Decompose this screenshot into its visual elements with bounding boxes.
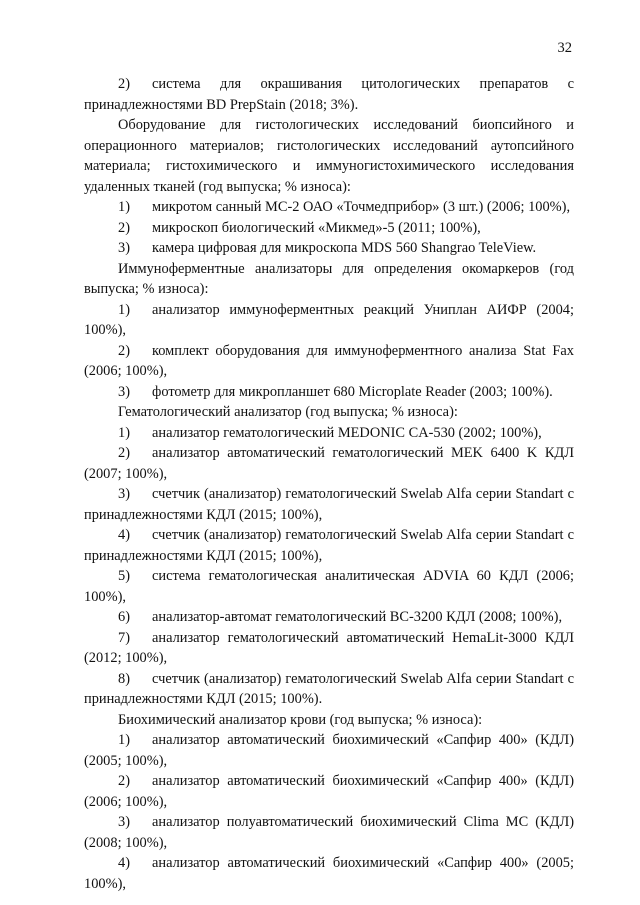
page-number: 32	[557, 40, 572, 56]
list-item	[84, 771, 574, 812]
list-number: 3)	[118, 240, 130, 256]
list-number: 6)	[118, 609, 130, 625]
list-text: комплект оборудования для иммуноферментного анализа Stat Fax (2006; 100%),	[84, 342, 574, 379]
list-text: анализатор гематологический автоматический HemaLit-3000 КДЛ (2012; 100%),	[84, 629, 574, 666]
list-text: анализатор иммуноферментных реакций Униплан АИФР (2004; 100%),	[84, 301, 574, 338]
list-number: 2)	[118, 445, 130, 461]
list-number: 3)	[118, 814, 130, 830]
list-text: анализатор автоматический биохимический «Сапфир 400» (КДЛ) (2005; 100%),	[84, 732, 574, 769]
list-item	[84, 566, 574, 607]
list-item	[84, 74, 574, 115]
list-item	[84, 669, 574, 710]
list-text: счетчик (анализатор) гематологический Swelab Alfa серии Standart с принадлежностями КДЛ (2015; 100%),	[84, 486, 574, 523]
section-paragraph: Оборудование для гистологических исследований биопсийного и операционного материалов; гистологических исследований аутопсийного материала; гистохимического и иммуногистохимического исследования удаленных тканей (год выпуска; % износа):	[84, 117, 574, 195]
list-item	[84, 218, 574, 239]
list-number: 1)	[118, 424, 130, 441]
list-item	[84, 607, 574, 628]
list-item	[84, 443, 574, 484]
list-number: 1)	[118, 732, 130, 748]
list-number: 7)	[118, 629, 130, 646]
list-text: микротом санный МС-2 ОАО «Точмедприбор» (3 шт.) (2006; 100%),	[152, 199, 571, 215]
list-number: 8)	[118, 670, 130, 687]
list-text: анализатор-автомат гематологический ВС-3200 КДЛ (2008; 100%),	[152, 609, 563, 625]
list-text: анализатор полуавтоматический биохимический Clima MC (КДЛ) (2008; 100%),	[84, 814, 574, 851]
list-item	[84, 341, 574, 382]
list-item	[84, 628, 574, 669]
list-text: анализатор гематологический MEDONIC CA-530 (2002; 100%),	[152, 424, 542, 441]
list-number: 2)	[118, 219, 130, 236]
list-item	[84, 730, 574, 771]
list-number: 3)	[118, 486, 130, 502]
list-text: анализатор автоматический гематологический MEK 6400 K КДЛ (2007; 100%),	[84, 445, 574, 482]
list-text: камера цифровая для микроскопа MDS 560 Shangrao TeleView.	[152, 240, 537, 256]
list-text: фотометр для микропланшет 680 Microplate Reader (2003; 100%).	[152, 383, 553, 400]
list-text: счетчик (анализатор) гематологический Swelab Alfa серии Standart с принадлежностями КДЛ (2015; 100%),	[84, 527, 574, 564]
section-paragraph: Гематологический анализатор (год выпуска; % износа):	[118, 404, 458, 420]
list-text: система для окрашивания цитологических препаратов с принадлежностями BD PrepStain (2018; 3%).	[84, 76, 574, 113]
list-text: система гематологическая аналитическая ADVIA 60 КДЛ (2006; 100%),	[84, 568, 574, 605]
list-number: 1)	[118, 301, 130, 318]
list-item	[84, 525, 574, 566]
list-text: счетчик (анализатор) гематологический Swelab Alfa серии Standart с принадлежностями КДЛ (2015; 100%).	[84, 670, 574, 707]
document-body	[84, 74, 574, 894]
list-text: анализатор автоматический биохимический «Сапфир 400» (2005; 100%),	[84, 855, 574, 892]
list-item	[84, 853, 574, 894]
list-number: 1)	[118, 199, 130, 215]
list-text: анализатор автоматический биохимический «Сапфир 400» (КДЛ) (2006; 100%),	[84, 773, 574, 810]
list-number: 3)	[118, 383, 130, 400]
list-number: 2)	[118, 342, 130, 359]
list-item	[84, 197, 574, 218]
list-number: 5)	[118, 568, 130, 584]
list-item	[84, 812, 574, 853]
list-text: микроскоп биологический «Микмед»-5 (2011; 100%),	[152, 219, 481, 236]
list-number: 4)	[118, 527, 130, 543]
list-number: 4)	[118, 855, 130, 871]
list-item	[84, 423, 574, 444]
list-item	[84, 382, 574, 403]
section-paragraph: Иммуноферментные анализаторы для определения окомаркеров (год выпуска; % износа):	[84, 260, 574, 297]
list-item	[84, 238, 574, 259]
list-item	[84, 300, 574, 341]
list-number: 2)	[118, 76, 130, 92]
section-paragraph: Биохимический анализатор крови (год выпуска; % износа):	[118, 711, 483, 728]
list-number: 2)	[118, 773, 130, 789]
list-item	[84, 484, 574, 525]
